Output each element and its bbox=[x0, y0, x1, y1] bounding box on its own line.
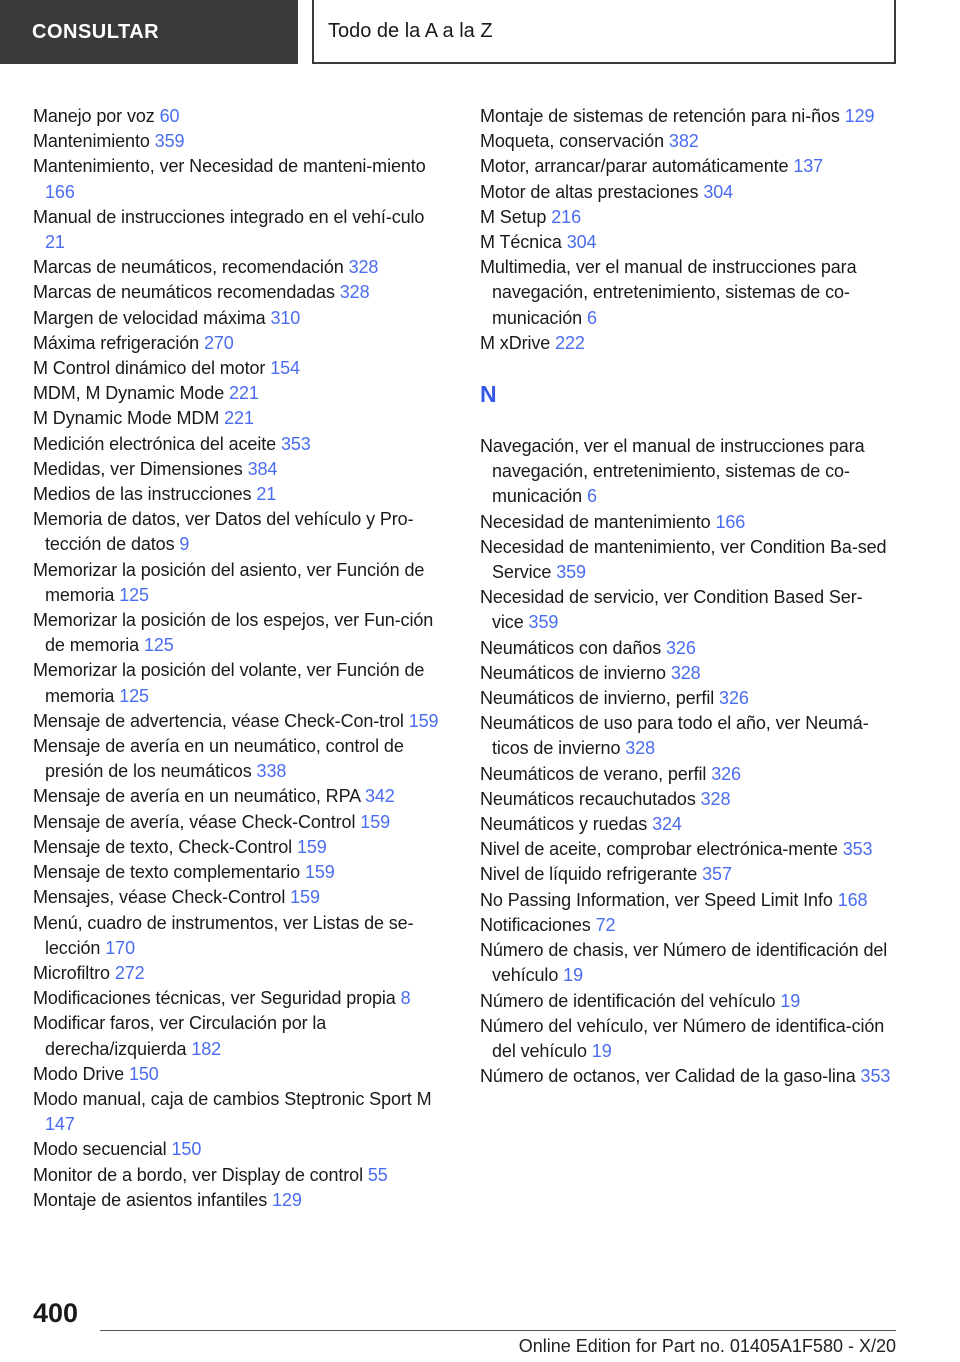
index-entry bbox=[480, 154, 892, 179]
page-reference-link[interactable]: 328 bbox=[339, 282, 370, 303]
index-entry bbox=[480, 205, 892, 230]
index-entry bbox=[480, 1014, 892, 1064]
index-entry-text: Medición electrónica del aceite bbox=[33, 433, 277, 454]
index-entry bbox=[33, 1163, 445, 1188]
index-entry bbox=[33, 331, 445, 356]
index-entry-text: Motor de altas prestaciones bbox=[480, 181, 699, 202]
page-reference-link[interactable]: 382 bbox=[668, 131, 699, 152]
page-reference-link[interactable]: 55 bbox=[367, 1164, 388, 1185]
index-entry-text: Neumáticos de invierno, perfil bbox=[480, 688, 715, 709]
page-reference-link[interactable]: 19 bbox=[563, 965, 583, 986]
chapter-title: Todo de la A a la Z bbox=[312, 0, 896, 64]
index-entry-text: Nivel de líquido refrigerante bbox=[480, 864, 698, 885]
page-reference-link[interactable]: 168 bbox=[837, 889, 868, 910]
index-entry-text: Montaje de asientos infantiles bbox=[33, 1189, 268, 1210]
index-entry bbox=[33, 507, 445, 557]
index-entry-text: Mensaje de advertencia, véase Check-Con‐trol bbox=[33, 710, 404, 731]
page-reference-link[interactable]: 8 bbox=[400, 988, 411, 1009]
page-reference-link[interactable]: 154 bbox=[270, 358, 300, 379]
index-list-right-bottom bbox=[480, 434, 892, 1089]
index-entry bbox=[33, 709, 445, 734]
page-reference-link[interactable]: 324 bbox=[652, 814, 682, 835]
index-entry-text: Mensaje de avería en un neumático, RPA bbox=[33, 786, 361, 807]
index-entry-text: M Control dinámico del motor bbox=[33, 358, 266, 379]
index-entry bbox=[480, 888, 892, 913]
page-reference-link[interactable]: 150 bbox=[171, 1139, 202, 1160]
index-entry-text: Mantenimiento, ver Necesidad de manteni‐miento bbox=[33, 156, 426, 177]
page-reference-link[interactable]: 221 bbox=[229, 383, 259, 404]
index-entry-text: MDM, M Dynamic Mode bbox=[33, 383, 225, 404]
page-header bbox=[0, 0, 960, 66]
index-entry bbox=[480, 812, 892, 837]
index-entry-text: Notificaciones bbox=[480, 914, 591, 935]
page-reference-link[interactable]: 328 bbox=[670, 662, 701, 683]
index-entry bbox=[480, 989, 892, 1014]
index-entry-text: Medios de las instrucciones bbox=[33, 484, 252, 505]
index-entry-text: Menú, cuadro de instrumentos, ver Listas de se‐lección bbox=[33, 912, 414, 958]
index-entry-text: Modo Drive bbox=[33, 1063, 125, 1084]
index-entry bbox=[480, 711, 892, 761]
index-entry bbox=[33, 911, 445, 961]
index-entry bbox=[480, 686, 892, 711]
index-entry-text: Moqueta, conservación bbox=[480, 131, 665, 152]
index-entry bbox=[480, 434, 892, 510]
index-entry bbox=[33, 961, 445, 986]
index-entry bbox=[33, 482, 445, 507]
index-entry bbox=[33, 784, 445, 809]
index-entry bbox=[33, 432, 445, 457]
page-reference-link[interactable]: 159 bbox=[408, 710, 439, 731]
page-reference-link[interactable]: 221 bbox=[224, 408, 254, 429]
page-reference-link[interactable]: 21 bbox=[45, 232, 65, 253]
page-reference-link[interactable]: 326 bbox=[711, 763, 741, 784]
page-reference-link[interactable]: 72 bbox=[595, 914, 616, 935]
page-reference-link[interactable]: 328 bbox=[700, 788, 731, 809]
index-entry bbox=[480, 1064, 892, 1089]
index-entry-text: Margen de velocidad máxima bbox=[33, 307, 266, 328]
page-reference-link[interactable]: 326 bbox=[719, 688, 749, 709]
index-entry bbox=[480, 331, 892, 356]
index-entry bbox=[33, 104, 445, 129]
index-entry-text: Neumáticos de invierno bbox=[480, 662, 666, 683]
page-reference-link[interactable]: 182 bbox=[191, 1038, 222, 1059]
index-entry-text: Neumáticos recauchutados bbox=[480, 788, 696, 809]
index-entry-text: Número de identificación del vehículo bbox=[480, 990, 776, 1011]
page-reference-link[interactable]: 150 bbox=[128, 1063, 159, 1084]
index-entry bbox=[480, 510, 892, 535]
page-reference-link[interactable]: 159 bbox=[296, 836, 327, 857]
page-reference-link[interactable]: 338 bbox=[256, 761, 287, 782]
index-entry bbox=[480, 913, 892, 938]
index-entry-text: Manual de instrucciones integrado en el vehí‐culo bbox=[33, 206, 425, 227]
index-list-right-top bbox=[480, 104, 892, 356]
index-entry bbox=[480, 862, 892, 887]
index-entry bbox=[480, 585, 892, 635]
index-entry-text: Modo secuencial bbox=[33, 1139, 167, 1160]
index-entry bbox=[480, 938, 892, 988]
page-reference-link[interactable]: 159 bbox=[304, 862, 335, 883]
letter-heading: N bbox=[480, 381, 497, 408]
index-entry-text: M Dynamic Mode MDM bbox=[33, 408, 220, 429]
index-entry bbox=[33, 608, 445, 658]
index-entry-text: Mantenimiento bbox=[33, 131, 150, 152]
page-number: 400 bbox=[33, 1298, 79, 1328]
index-entry-text: Necesidad de servicio, ver Condition Based Ser‐vice bbox=[480, 587, 863, 633]
index-entry bbox=[33, 658, 445, 708]
page-reference-link[interactable]: 342 bbox=[364, 786, 395, 807]
page-reference-link[interactable]: 359 bbox=[154, 131, 185, 152]
page-reference-link[interactable]: 125 bbox=[143, 635, 174, 656]
index-entry-text: Memoria de datos, ver Datos del vehículo y Pro‐tección de datos bbox=[33, 509, 414, 555]
page-reference-link[interactable]: 328 bbox=[625, 738, 656, 759]
index-entry bbox=[33, 306, 445, 331]
index-entry bbox=[480, 230, 892, 255]
page-reference-link[interactable]: 359 bbox=[556, 562, 586, 583]
page-reference-link[interactable]: 384 bbox=[247, 458, 278, 479]
index-entry bbox=[33, 356, 445, 381]
page-reference-link[interactable]: 326 bbox=[666, 637, 696, 658]
index-entry bbox=[33, 1087, 445, 1137]
page-reference-link[interactable]: 21 bbox=[256, 484, 277, 505]
index-entry-text: M xDrive bbox=[480, 332, 551, 353]
index-entry bbox=[480, 661, 892, 686]
index-entry bbox=[33, 835, 445, 860]
index-entry-text: Medidas, ver Dimensiones bbox=[33, 458, 243, 479]
index-entry-text: Memorizar la posición de los espejos, ver Fun‐ción de memoria bbox=[33, 610, 434, 656]
page-reference-link[interactable]: 6 bbox=[586, 307, 597, 328]
index-entry-text: Neumáticos de uso para todo el año, ver Neumá‐ticos de invierno bbox=[480, 713, 869, 759]
index-entry bbox=[33, 280, 445, 305]
page-reference-link[interactable]: 270 bbox=[203, 332, 234, 353]
index-entry-text: Neumáticos con daños bbox=[480, 637, 662, 658]
index-entry-text: Mensaje de texto complementario bbox=[33, 862, 301, 883]
index-entry-text: Marcas de neumáticos recomendadas bbox=[33, 282, 335, 303]
index-column-left bbox=[33, 104, 445, 1213]
index-entry bbox=[480, 762, 892, 787]
index-entry-text: Mensaje de avería en un neumático, control de presión de los neumáticos bbox=[33, 736, 404, 782]
page-reference-link[interactable]: 137 bbox=[793, 156, 824, 177]
index-entry bbox=[33, 129, 445, 154]
index-entry bbox=[480, 255, 892, 331]
index-entry-text: Mensaje de texto, Check-Control bbox=[33, 836, 293, 857]
index-entry bbox=[480, 787, 892, 812]
index-entry-text: Motor, arrancar/parar automáticamente bbox=[480, 156, 789, 177]
index-entry-text: Neumáticos y ruedas bbox=[480, 814, 648, 835]
page-reference-link[interactable]: 353 bbox=[860, 1066, 891, 1087]
index-entry-text: Número de octanos, ver Calidad de la gaso‐lina bbox=[480, 1066, 856, 1087]
index-entry-text: Monitor de a bordo, ver Display de control bbox=[33, 1164, 363, 1185]
index-entry-text: Microfiltro bbox=[33, 962, 110, 983]
page-reference-link[interactable]: 166 bbox=[45, 181, 75, 202]
index-entry bbox=[33, 381, 445, 406]
page-reference-link[interactable]: 272 bbox=[114, 962, 145, 983]
index-entry-text: Manejo por voz bbox=[33, 106, 155, 126]
page-reference-link[interactable]: 357 bbox=[702, 864, 732, 885]
page-reference-link[interactable]: 353 bbox=[280, 433, 311, 454]
section-tab[interactable]: CONSULTAR bbox=[0, 0, 298, 64]
index-entry bbox=[480, 535, 892, 585]
index-entry-text: Máxima refrigeración bbox=[33, 332, 200, 353]
page-reference-link[interactable]: 125 bbox=[119, 584, 149, 605]
index-entry bbox=[33, 860, 445, 885]
page-reference-link[interactable]: 19 bbox=[591, 1040, 612, 1061]
index-entry-text: Nivel de aceite, comprobar electrónica‐mente bbox=[480, 839, 838, 860]
index-entry-text: Modificaciones técnicas, ver Seguridad propia bbox=[33, 988, 396, 1009]
index-entry-text: Multimedia, ver el manual de instrucciones para navegación, entretenimiento, sistemas de co‐municación bbox=[480, 257, 857, 328]
index-entry bbox=[33, 986, 445, 1011]
page-reference-link[interactable]: 304 bbox=[703, 181, 734, 202]
index-entry-text: Número de chasis, ver Número de identificación del vehículo bbox=[480, 940, 888, 986]
page-reference-link[interactable]: 60 bbox=[159, 106, 180, 126]
index-entry bbox=[33, 205, 445, 255]
index-entry-text: Necesidad de mantenimiento bbox=[480, 511, 711, 532]
index-entry bbox=[480, 636, 892, 661]
index-entry bbox=[480, 180, 892, 205]
index-entry-text: Memorizar la posición del volante, ver Función de memoria bbox=[33, 660, 425, 706]
index-entry bbox=[33, 457, 445, 482]
index-entry bbox=[33, 558, 445, 608]
index-entry-text: Memorizar la posición del asiento, ver Función de memoria bbox=[33, 559, 425, 605]
index-entry-text: Navegación, ver el manual de instrucciones para navegación, entretenimiento, sistemas de co‐municación bbox=[480, 436, 865, 507]
index-entry bbox=[480, 104, 892, 129]
page-reference-link[interactable]: 166 bbox=[715, 511, 746, 532]
index-entry bbox=[33, 1011, 445, 1061]
footer-divider bbox=[100, 1330, 896, 1331]
page-reference-link[interactable]: 170 bbox=[105, 937, 135, 958]
index-entry bbox=[480, 837, 892, 862]
page-reference-link[interactable]: 159 bbox=[290, 887, 320, 908]
index-entry bbox=[480, 129, 892, 154]
index-entry-text: M Técnica bbox=[480, 232, 562, 253]
index-entry-text: No Passing Information, ver Speed Limit Info bbox=[480, 889, 833, 910]
index-entry-text: Neumáticos de verano, perfil bbox=[480, 763, 707, 784]
index-entry bbox=[33, 810, 445, 835]
page-reference-link[interactable]: 9 bbox=[179, 534, 190, 555]
index-entry-text: Modificar faros, ver Circulación por la derecha/izquierda bbox=[33, 1013, 327, 1059]
page-reference-link[interactable]: 125 bbox=[119, 685, 149, 706]
page-reference-link[interactable]: 147 bbox=[45, 1114, 75, 1135]
page-reference-link[interactable]: 129 bbox=[272, 1189, 302, 1210]
page-reference-link[interactable]: 328 bbox=[348, 257, 379, 278]
index-entry-text: Necesidad de mantenimiento, ver Condition Ba‐sed Service bbox=[480, 536, 887, 583]
index-entry-text: Número del vehículo, ver Número de identifica‐ción del vehículo bbox=[480, 1015, 885, 1061]
index-entry bbox=[33, 1188, 445, 1213]
index-entry-text: Marcas de neumáticos, recomendación bbox=[33, 257, 344, 278]
page-reference-link[interactable]: 359 bbox=[528, 612, 559, 633]
index-entry-text: Montaje de sistemas de retención para ni‐ños bbox=[480, 106, 840, 126]
index-entry bbox=[33, 1062, 445, 1087]
index-entry bbox=[33, 734, 445, 784]
page-reference-link[interactable]: 6 bbox=[586, 486, 597, 507]
index-entry bbox=[33, 406, 445, 431]
page-reference-link[interactable]: 129 bbox=[844, 106, 875, 126]
index-entry-text: Mensaje de avería, véase Check-Control bbox=[33, 811, 356, 832]
index-entry bbox=[33, 154, 445, 204]
page-reference-link[interactable]: 310 bbox=[270, 307, 301, 328]
index-entry bbox=[33, 255, 445, 280]
footer-edition-text: Online Edition for Part no. 01405A1F580 - X/20 bbox=[518, 1336, 896, 1356]
index-entry-text: M Setup bbox=[480, 206, 547, 227]
page-reference-link[interactable]: 159 bbox=[360, 811, 391, 832]
index-list-left bbox=[33, 104, 445, 1213]
index-entry-text: Mensajes, véase Check-Control bbox=[33, 887, 286, 908]
index-entry bbox=[33, 1137, 445, 1162]
page-reference-link[interactable]: 353 bbox=[842, 839, 873, 860]
index-column-right bbox=[480, 104, 892, 1089]
page-reference-link[interactable]: 19 bbox=[780, 990, 801, 1011]
index-entry-text: Modo manual, caja de cambios Steptronic Sport M bbox=[33, 1088, 432, 1109]
index-entry bbox=[33, 885, 445, 910]
page-reference-link[interactable]: 304 bbox=[566, 232, 597, 253]
page-reference-link[interactable]: 222 bbox=[555, 332, 585, 353]
page-reference-link[interactable]: 216 bbox=[551, 206, 581, 227]
